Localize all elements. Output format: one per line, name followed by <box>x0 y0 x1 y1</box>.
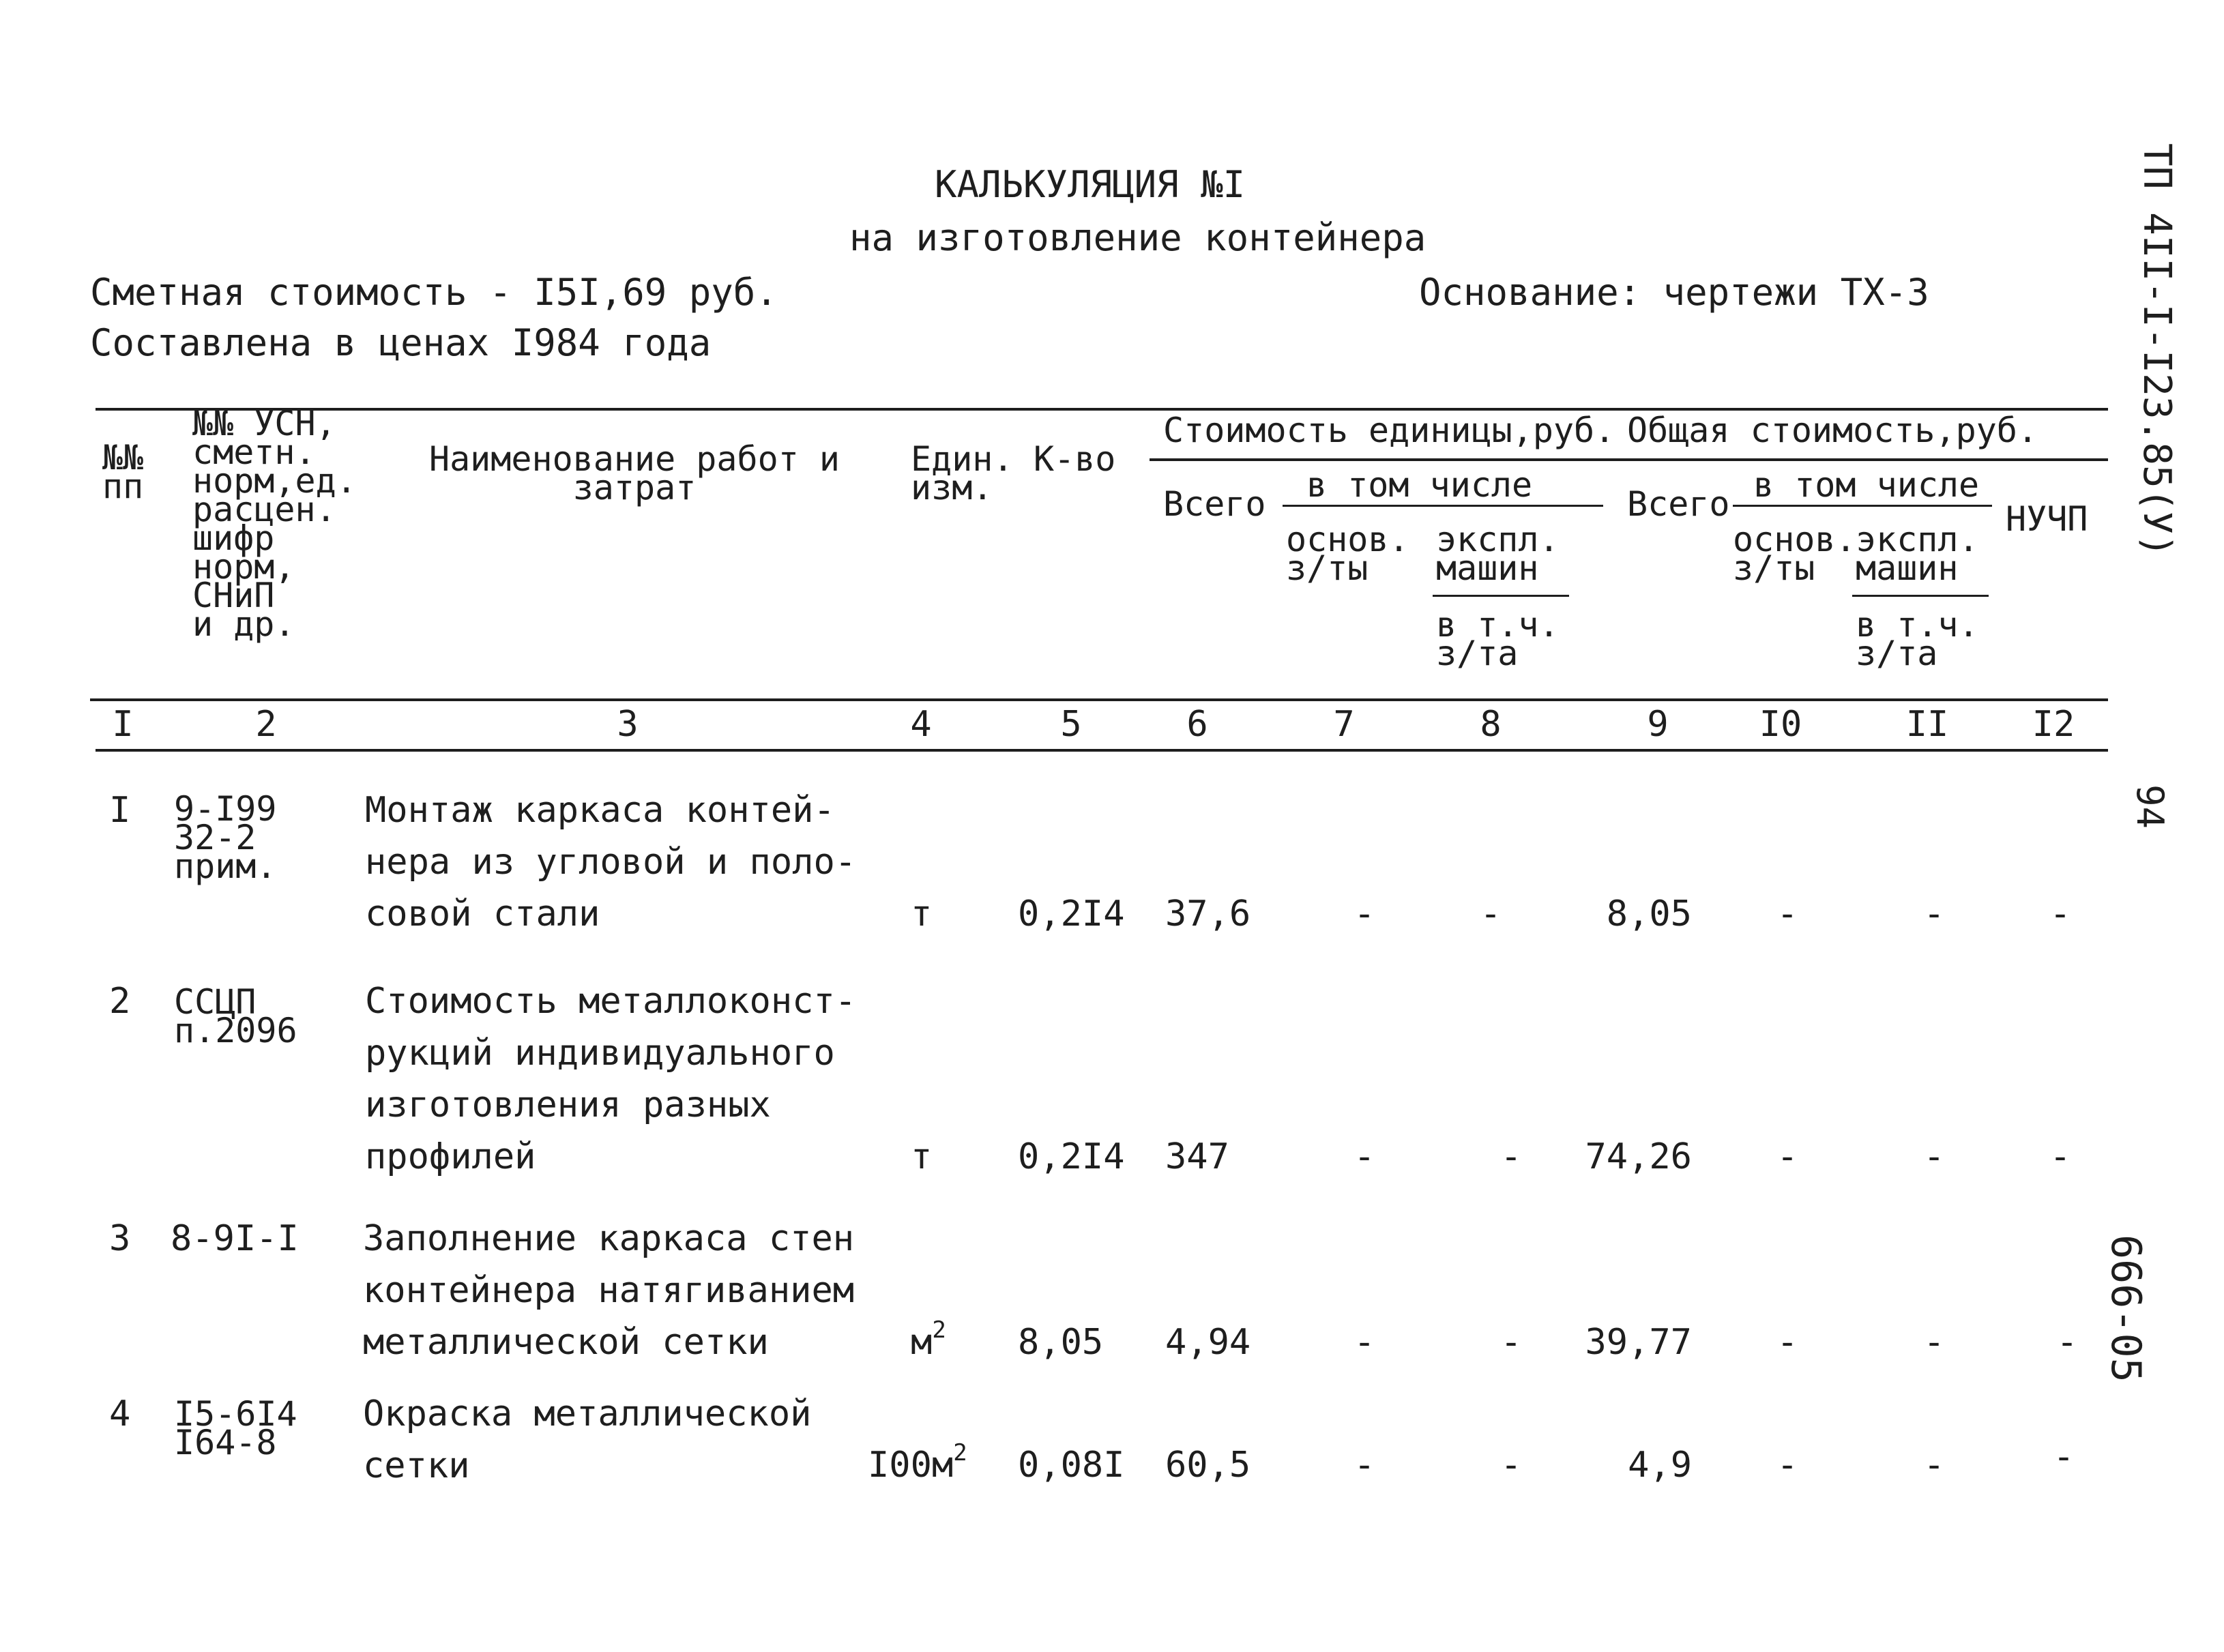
row-number: I <box>109 790 131 831</box>
row-total-wages: - <box>1776 894 1798 934</box>
group-header-rule <box>1150 458 2108 461</box>
row-name: Монтаж каркаса контей- нера из угловой и поло- совой стали <box>365 790 857 934</box>
side-document-code: ТП 4II-I-I23.85(У) <box>2135 143 2179 557</box>
row-total-machines: - <box>1923 1445 1945 1486</box>
row-name: Стоимость металлоконст- рукций индивидуального изготовления разных профилей <box>365 981 857 1177</box>
row-qty: 0,08I <box>1018 1445 1125 1486</box>
page-number: 94 <box>2128 784 2171 829</box>
column-number: 2 <box>255 704 277 745</box>
header-total-machine-wages: в т.ч. з/та <box>1856 605 1979 673</box>
row-unit: т <box>911 894 933 934</box>
row-unit-wages: - <box>1354 1322 1375 1363</box>
column-number: 8 <box>1480 704 1502 745</box>
row-total-machines: - <box>1923 1136 1945 1177</box>
row-unit-total: 347 <box>1165 1136 1229 1177</box>
column-number: 7 <box>1333 704 1355 745</box>
row-unit-wages: - <box>1354 894 1375 934</box>
row-unit: т <box>911 1136 933 1177</box>
row-number: 3 <box>109 1218 131 1259</box>
row-unit: $I00м^2$ <box>868 1439 967 1486</box>
unit-including-rule <box>1283 505 1603 507</box>
row-total-machines: - <box>1923 1322 1945 1363</box>
header-col-name: Наименование работ и затрат <box>428 439 840 507</box>
row-total-wages: - <box>1776 1136 1798 1177</box>
row-unit-total: 37,6 <box>1165 894 1251 934</box>
row-total-wages: - <box>1776 1322 1798 1363</box>
row-unit-machines: - <box>1500 1322 1522 1363</box>
document-title: КАЛЬКУЛЯЦИЯ №I <box>935 163 1246 206</box>
row-code: 8-9I-I <box>171 1218 299 1259</box>
header-unit-machines: экспл. машин <box>1436 520 1560 588</box>
row-unit-total: 4,94 <box>1165 1322 1251 1363</box>
header-group-total-cost: Общая стоимость,руб. <box>1627 411 2038 450</box>
header-total-machines: экспл. машин <box>1856 520 1979 588</box>
row-total: 74,26 <box>1585 1136 1692 1177</box>
row-name: Заполнение каркаса стен контейнера натягиванием металлической сетки <box>363 1218 855 1363</box>
row-qty: 0,2I4 <box>1018 1136 1125 1177</box>
row-unit: $м^2$ <box>911 1316 946 1363</box>
header-col-unit: Един. изм. <box>911 439 1014 507</box>
header-unit-total: Всего <box>1163 484 1266 524</box>
header-group-unit-cost: Стоимость единицы,руб. <box>1163 411 1615 450</box>
column-number: 9 <box>1647 704 1669 745</box>
row-unit-machines: - <box>1500 1445 1522 1486</box>
header-unit-including: в том числе <box>1306 465 1533 505</box>
unit-machines-rule <box>1433 595 1569 597</box>
column-number: 4 <box>910 704 932 745</box>
column-number: 5 <box>1060 704 1082 745</box>
header-col-qty: К-во <box>1034 439 1116 479</box>
header-unit-wages: основ. з/ты <box>1286 520 1409 588</box>
document-subtitle: на изготовление контейнера <box>849 216 1426 259</box>
row-code: ССЦП п.2096 <box>174 982 297 1050</box>
row-total: 39,77 <box>1585 1322 1692 1363</box>
row-total-wages: - <box>1776 1445 1798 1486</box>
column-number: 3 <box>617 704 639 745</box>
row-nuchp: - <box>2049 1136 2071 1177</box>
row-name: Окраска металлической сетки <box>363 1393 812 1486</box>
column-number: I0 <box>1759 704 1802 745</box>
document-code: 666-05 <box>2102 1235 2150 1383</box>
row-code: I5-6I4 I64-8 <box>174 1394 297 1462</box>
column-number: II <box>1905 704 1949 745</box>
column-number: 6 <box>1186 704 1208 745</box>
row-total-machines: - <box>1923 894 1945 934</box>
row-unit-wages: - <box>1354 1445 1375 1486</box>
header-col-number: №№ пп <box>102 438 144 506</box>
row-unit-machines: - <box>1500 1136 1522 1177</box>
total-machines-rule <box>1852 595 1989 597</box>
header-col-code: №№ УСН, сметн. норм,ед. расцен. шифр норм, СНиП и др. <box>192 404 357 644</box>
row-nuchp: - <box>2056 1322 2078 1363</box>
row-code: 9-I99 32-2 прим. <box>174 789 277 886</box>
row-nuchp: - <box>2053 1436 2075 1477</box>
total-including-rule <box>1733 505 1992 507</box>
row-qty: 0,2I4 <box>1018 894 1125 934</box>
estimated-cost: Сметная стоимость - I5I,69 руб. <box>90 271 778 314</box>
row-number: 2 <box>109 981 131 1022</box>
column-number: I <box>112 704 134 745</box>
row-unit-wages: - <box>1354 1136 1375 1177</box>
row-number: 4 <box>109 1393 131 1434</box>
row-unit-total: 60,5 <box>1165 1445 1251 1486</box>
row-nuchp: - <box>2049 894 2071 934</box>
row-unit-machines: - <box>1480 894 1502 934</box>
row-total: 8,05 <box>1606 894 1692 934</box>
row-total: 4,9 <box>1628 1445 1692 1486</box>
column-number: I2 <box>2032 704 2075 745</box>
prices-year: Составлена в ценах I984 года <box>90 321 712 364</box>
header-bottom-rule <box>90 698 2108 701</box>
header-total-wages: основ. з/ты <box>1733 520 1856 588</box>
header-total-total: Всего <box>1627 484 1730 524</box>
basis: Основание: чертежи ТХ-3 <box>1419 271 1929 314</box>
column-numbers-rule <box>96 749 2108 752</box>
header-unit-machine-wages: в т.ч. з/та <box>1436 605 1560 673</box>
header-nuchp: НУЧП <box>2006 499 2088 539</box>
header-total-including: в том числе <box>1753 465 1980 505</box>
row-qty: 8,05 <box>1018 1322 1104 1363</box>
